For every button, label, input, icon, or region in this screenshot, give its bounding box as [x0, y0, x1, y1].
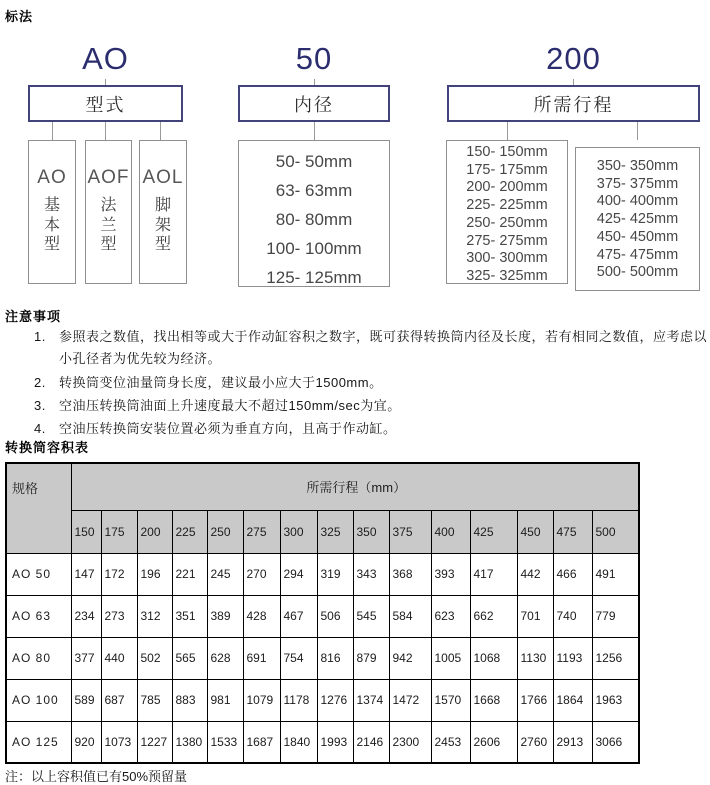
volume-cell: 343 — [353, 553, 389, 595]
volume-cell: 351 — [172, 595, 207, 637]
volume-cell: 1472 — [389, 679, 431, 721]
volume-cell: 1963 — [592, 679, 639, 721]
volume-cell: 1178 — [280, 679, 317, 721]
stroke-column-header: 225 — [172, 510, 207, 553]
option-line: 500- 500mm — [596, 264, 679, 281]
table-row — [6, 595, 639, 637]
volume-cell: 1005 — [431, 637, 470, 679]
option-line: 275- 275mm — [466, 232, 548, 249]
stroke-column-header: 425 — [470, 510, 517, 553]
notation-section-heading: 标法 — [5, 9, 34, 24]
table-row — [6, 679, 639, 721]
row-spec-label: AO 50 — [6, 553, 71, 595]
volume-cell: 3066 — [592, 721, 639, 763]
volume-cell: 172 — [101, 553, 137, 595]
connector-line — [637, 122, 638, 140]
volume-cell: 1073 — [101, 721, 137, 763]
type-option-code: AOF — [87, 167, 130, 188]
volume-cell: 584 — [389, 595, 431, 637]
option-line: 400- 400mm — [596, 193, 679, 210]
option-line: 125- 125mm — [266, 268, 362, 287]
volume-cell: 1993 — [317, 721, 353, 763]
volume-cell: 2453 — [431, 721, 470, 763]
option-line: 450- 450mm — [596, 228, 679, 245]
stroke-column-header: 350 — [353, 510, 389, 553]
volume-cell: 294 — [280, 553, 317, 595]
volume-cell: 920 — [71, 721, 101, 763]
option-line: 175- 175mm — [466, 161, 548, 178]
volume-cell: 491 — [592, 553, 639, 595]
volume-cell: 879 — [353, 637, 389, 679]
option-line: 200- 200mm — [466, 179, 548, 196]
volume-cell: 234 — [71, 595, 101, 637]
category-box-stroke: 所需行程 — [447, 85, 700, 122]
stroke-column-header: 325 — [317, 510, 353, 553]
volume-cell: 628 — [207, 637, 243, 679]
volume-cell: 785 — [137, 679, 172, 721]
volume-cell: 1374 — [353, 679, 389, 721]
row-spec-label: AO 63 — [6, 595, 71, 637]
connector-line — [314, 122, 315, 140]
volume-table — [5, 462, 640, 764]
volume-table-body — [6, 553, 639, 763]
volume-cell: 1840 — [280, 721, 317, 763]
volume-cell: 1533 — [207, 721, 243, 763]
volume-cell: 506 — [317, 595, 353, 637]
stroke-column-header: 375 — [389, 510, 431, 553]
volume-cell: 312 — [137, 595, 172, 637]
type-option-code: AOL — [142, 167, 184, 188]
volume-cell: 1380 — [172, 721, 207, 763]
table-row — [6, 553, 639, 595]
volume-table-heading: 转换筒容积表 — [5, 440, 90, 455]
bore-options-box — [238, 140, 390, 287]
volume-cell: 147 — [71, 553, 101, 595]
notes-section-heading: 注意事项 — [5, 309, 62, 324]
option-line: 300- 300mm — [466, 250, 548, 267]
option-line: 425- 425mm — [596, 211, 679, 228]
volume-cell: 270 — [243, 553, 280, 595]
option-line: 100- 100mm — [266, 239, 362, 258]
volume-cell: 377 — [71, 637, 101, 679]
volume-cell: 389 — [207, 595, 243, 637]
volume-cell: 740 — [553, 595, 592, 637]
volume-cell: 942 — [389, 637, 431, 679]
volume-cell: 428 — [243, 595, 280, 637]
volume-cell: 816 — [317, 637, 353, 679]
volume-cell: 417 — [470, 553, 517, 595]
volume-cell: 1193 — [553, 637, 592, 679]
option-line: 80- 80mm — [275, 210, 353, 229]
volume-cell: 623 — [431, 595, 470, 637]
stroke-column-header: 500 — [592, 510, 639, 553]
stroke-column-header: 250 — [207, 510, 243, 553]
connector-line — [52, 122, 53, 140]
stroke-options-box-2 — [575, 147, 700, 291]
option-line: 150- 150mm — [466, 144, 548, 160]
note-item: 1. 参照表之数值，找出相等或大于作动缸容积之数字，既可获得转换筒内径及长度，若有相同之数值，应考虑以小孔径者为优先较为经济。 — [50, 326, 708, 371]
option-line: 225- 225mm — [466, 197, 548, 214]
stroke-column-header: 275 — [243, 510, 280, 553]
stroke-column-header: 300 — [280, 510, 317, 553]
volume-table-footnote: 注：以上容积值已有50%预留量 — [5, 769, 188, 784]
connector-line — [507, 122, 508, 140]
volume-cell: 1256 — [592, 637, 639, 679]
stroke-options-box-1 — [446, 140, 568, 284]
stroke-column-header: 175 — [101, 510, 137, 553]
volume-cell: 883 — [172, 679, 207, 721]
model-code-type: AO — [82, 41, 129, 76]
table-row — [6, 637, 639, 679]
option-line: 475- 475mm — [596, 246, 679, 263]
volume-cell: 221 — [172, 553, 207, 595]
stroke-column-header: 200 — [137, 510, 172, 553]
option-line: 50- 50mm — [275, 152, 353, 171]
volume-cell: 442 — [517, 553, 553, 595]
volume-cell: 393 — [431, 553, 470, 595]
volume-cell: 779 — [592, 595, 639, 637]
stroke-span-header: 所需行程（mm） — [71, 463, 639, 510]
volume-cell: 1570 — [431, 679, 470, 721]
volume-cell: 2760 — [517, 721, 553, 763]
stroke-column-header: 475 — [553, 510, 592, 553]
row-spec-label: AO 100 — [6, 679, 71, 721]
type-option-name: 脚架型 — [154, 197, 171, 254]
model-code-stroke: 200 — [546, 41, 601, 76]
volume-cell: 273 — [101, 595, 137, 637]
volume-cell: 565 — [172, 637, 207, 679]
volume-cell: 466 — [553, 553, 592, 595]
type-option-flange — [85, 140, 132, 284]
volume-cell: 754 — [280, 637, 317, 679]
volume-cell: 1668 — [470, 679, 517, 721]
volume-cell: 1227 — [137, 721, 172, 763]
type-option-basic — [28, 140, 76, 284]
table-row — [6, 721, 639, 763]
volume-cell: 196 — [137, 553, 172, 595]
note-item: 3. 空油压转换筒油面上升速度最大不超过150mm/sec为宜。 — [50, 395, 708, 417]
volume-cell: 545 — [353, 595, 389, 637]
volume-cell: 2606 — [470, 721, 517, 763]
category-box-bore: 内径 — [238, 85, 390, 122]
option-line: 250- 250mm — [466, 214, 548, 231]
volume-cell: 2913 — [553, 721, 592, 763]
model-code-bore: 50 — [295, 41, 333, 76]
volume-cell: 368 — [389, 553, 431, 595]
volume-cell: 1766 — [517, 679, 553, 721]
volume-cell: 319 — [317, 553, 353, 595]
volume-cell: 662 — [470, 595, 517, 637]
row-spec-label: AO 125 — [6, 721, 71, 763]
category-box-type: 型式 — [28, 85, 183, 122]
note-item: 4. 空油压转换筒安装位置必须为垂直方向，且高于作动缸。 — [50, 418, 708, 440]
volume-cell: 691 — [243, 637, 280, 679]
connector-line — [160, 122, 161, 140]
type-option-foot — [139, 140, 187, 284]
option-line: 325- 325mm — [466, 267, 548, 284]
volume-cell: 1079 — [243, 679, 280, 721]
type-option-code: AO — [37, 167, 67, 188]
volume-cell: 502 — [137, 637, 172, 679]
volume-cell: 1864 — [553, 679, 592, 721]
volume-cell: 2300 — [389, 721, 431, 763]
volume-cell: 440 — [101, 637, 137, 679]
volume-cell: 245 — [207, 553, 243, 595]
volume-cell: 701 — [517, 595, 553, 637]
volume-cell: 467 — [280, 595, 317, 637]
option-line: 350- 350mm — [596, 158, 679, 174]
note-item: 2. 转换筒变位油量筒身长度，建议最小应大于1500mm。 — [50, 372, 708, 394]
volume-cell: 2146 — [353, 721, 389, 763]
volume-cell: 981 — [207, 679, 243, 721]
option-line: 375- 375mm — [596, 175, 679, 192]
notes-list — [50, 326, 708, 442]
type-option-name: 基本型 — [43, 197, 60, 254]
spec-column-header: 规格 — [6, 463, 71, 553]
option-line: 63- 63mm — [275, 181, 353, 200]
stroke-values-header-row — [6, 510, 639, 553]
stroke-column-header: 450 — [517, 510, 553, 553]
volume-cell: 589 — [71, 679, 101, 721]
volume-cell: 1068 — [470, 637, 517, 679]
volume-cell: 1276 — [317, 679, 353, 721]
row-spec-label: AO 80 — [6, 637, 71, 679]
volume-cell: 1130 — [517, 637, 553, 679]
volume-cell: 687 — [101, 679, 137, 721]
connector-line — [105, 122, 106, 140]
stroke-column-header: 400 — [431, 510, 470, 553]
volume-cell: 1687 — [243, 721, 280, 763]
stroke-column-header: 150 — [71, 510, 101, 553]
type-option-name: 法兰型 — [100, 197, 117, 254]
